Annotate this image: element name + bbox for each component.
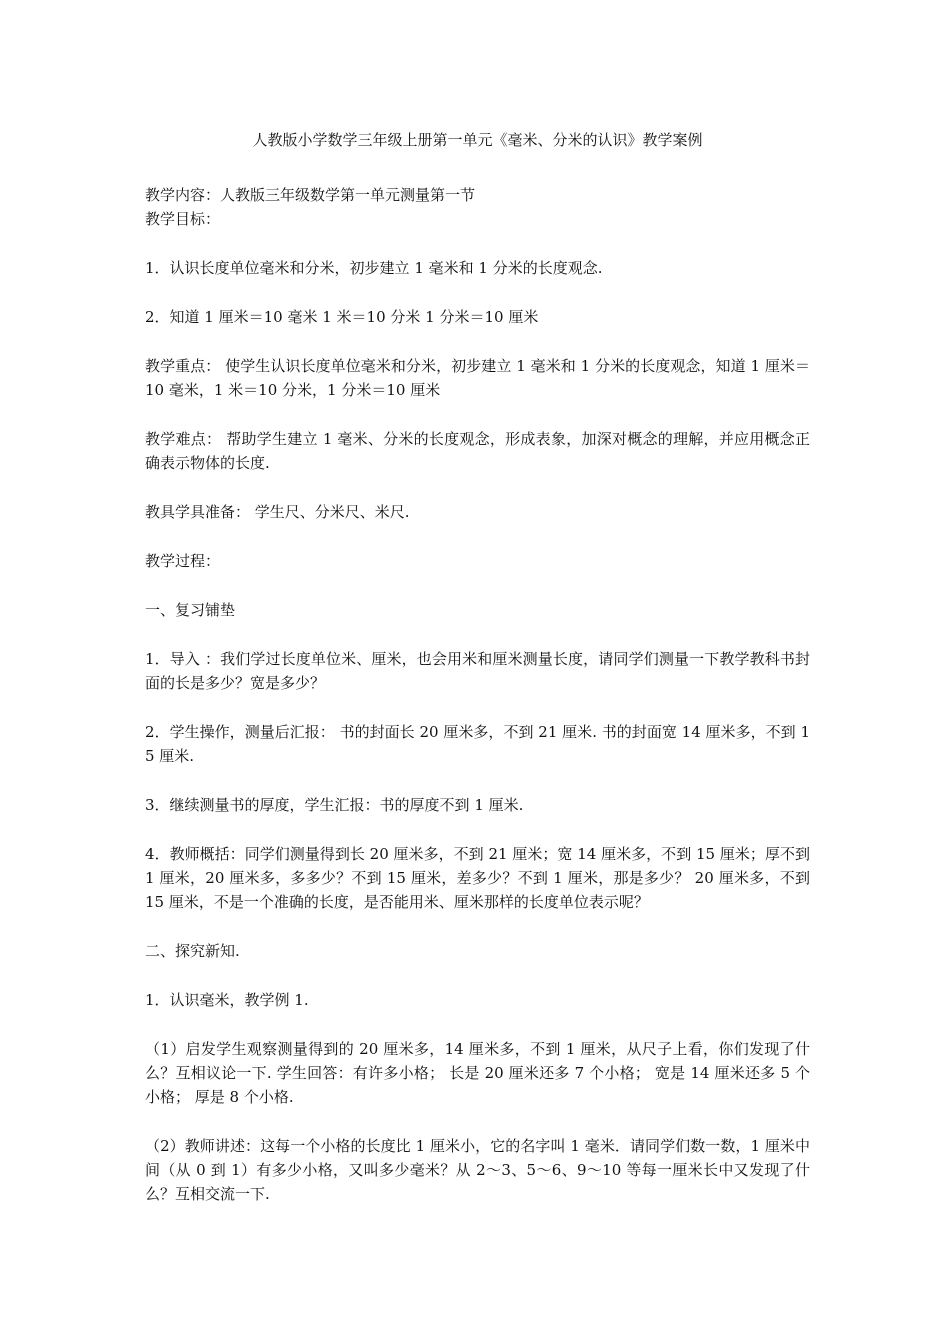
- paragraph-objectives-heading: 教学目标：: [145, 210, 221, 228]
- paragraph-objective-2: 2．知道 1 厘米＝10 毫米 1 米＝10 分米 1 分米＝10 厘米: [145, 308, 539, 326]
- document-title: 人教版小学数学三年级上册第一单元《毫米、分米的认识》教学案例: [252, 131, 703, 149]
- paragraph-section-2-heading: 二、探究新知.: [145, 942, 240, 960]
- paragraph-new-1-part-2: （2）教师讲述：这每一个小格的长度比 1 厘米小，它的名字叫 1 毫米．请同学们数一数，1 厘米中间（从 0 到 1）有多少小格，又叫多少毫米？从 2～3、5～6、9～10 等每一厘米长中又发现了什么？互相交流一下.: [145, 1137, 810, 1203]
- document-body: [145, 128, 810, 1206]
- paragraph-step-3: 3．继续测量书的厚度，学生汇报：书的厚度不到 1 厘米.: [145, 796, 524, 814]
- paragraph-key-points: 教学重点： 使学生认识长度单位毫米和分米，初步建立 1 毫米和 1 分米的长度观念，知道 1 厘米＝10 毫米，1 米＝10 分米，1 分米＝10 厘米: [145, 357, 810, 399]
- paragraph-new-1-part-1: （1）启发学生观察测量得到的 20 厘米多，14 厘米多，不到 1 厘米，从尺子上看，你们发现了什么？互相议论一下. 学生回答：有许多小格； 长是 20 厘米还多 7 个小格； 宽是 14 厘米还多 5 个小格； 厚是 8 个小格.: [145, 1040, 810, 1106]
- paragraph-objective-1: 1．认识长度单位毫米和分米，初步建立 1 毫米和 1 分米的长度观念.: [145, 259, 603, 277]
- paragraph-content: 教学内容：人教版三年级数学第一单元测量第一节: [145, 186, 476, 204]
- paragraph-process-heading: 教学过程：: [145, 552, 221, 570]
- paragraph-step-2: 2．学生操作，测量后汇报： 书的封面长 20 厘米多，不到 21 厘米. 书的封面宽 14 厘米多，不到 15 厘米.: [145, 723, 810, 765]
- paragraph-difficulties: 教学难点： 帮助学生建立 1 毫米、分米的长度观念，形成表象，加深对概念的理解，并应用概念正确表示物体的长度.: [145, 430, 810, 472]
- paragraph-section-1-heading: 一、复习铺垫: [145, 601, 236, 619]
- paragraph-step-1: 1．导入 ：我们学过长度单位米、厘米，也会用米和厘米测量长度，请同学们测量一下教学教科书封面的长是多少？宽是多少？: [145, 650, 810, 692]
- paragraph-materials: 教具学具准备： 学生尺、分米尺、米尺.: [145, 503, 410, 521]
- paragraph-step-4: 4．教师概括：同学们测量得到长 20 厘米多，不到 21 厘米；宽 14 厘米多，不到 15 厘米；厚不到 1 厘米，20 厘米多，多多少？不到 15 厘米，差多少？不到 1 厘米，那是多少？ 20 厘米多，不到 15 厘米，不是一个准确的长度，是否能用米、厘米那样的长度单位表示呢？: [145, 845, 810, 911]
- paragraph-new-1: 1．认识毫米，教学例 1.: [145, 991, 309, 1009]
